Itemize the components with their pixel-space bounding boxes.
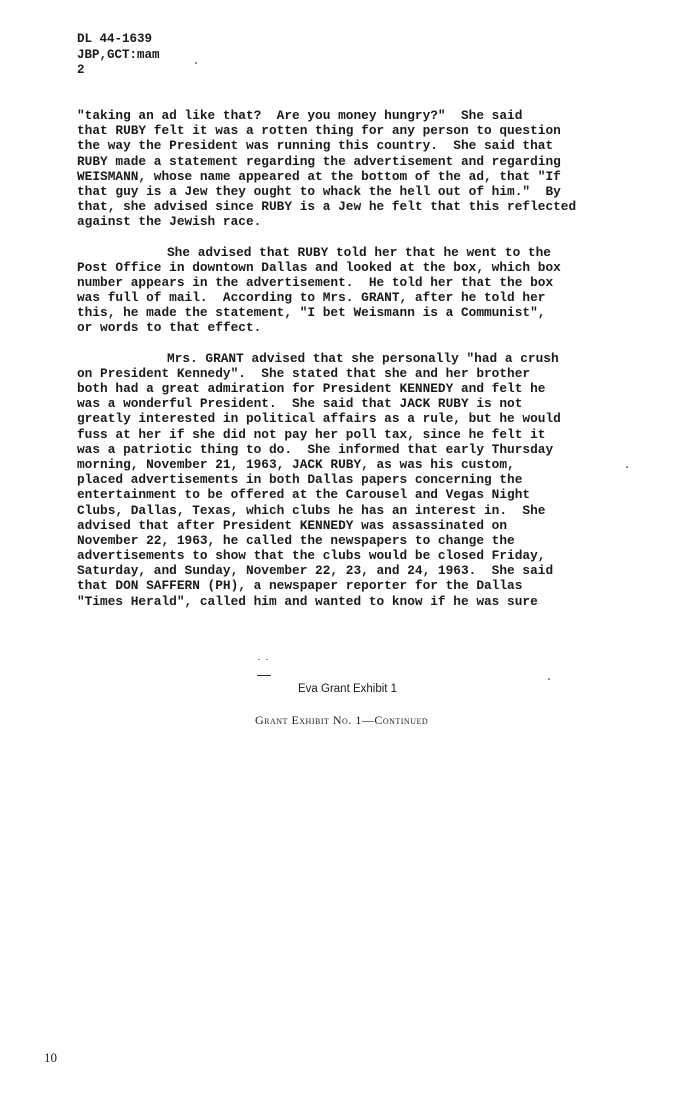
text-line: Saturday, and Sunday, November 22, 23, and 24, 1963. She said: [77, 563, 554, 579]
text-line: morning, November 21, 1963, JACK RUBY, as was his custom,: [77, 456, 515, 472]
text-line: on President Kennedy". She stated that she and her brother: [77, 365, 531, 381]
paragraph-2: [77, 245, 657, 336]
text-line: Post Office in downtown Dallas and looked at the box, which box: [77, 259, 561, 275]
separator-rule: [257, 675, 271, 676]
text-line: that RUBY felt it was a rotten thing for any person to question: [77, 123, 561, 139]
scan-speck: [195, 62, 197, 64]
text-line: Clubs, Dallas, Texas, which clubs he has an interest in. She: [77, 502, 546, 518]
text-line: "taking an ad like that? Are you money hungry?" She said: [77, 108, 523, 123]
file-initials: JBP,GCT:mam: [77, 47, 160, 62]
scan-speck: [626, 466, 628, 468]
text-line: this, he made the statement, "I bet Weismann is a Communist",: [77, 305, 546, 321]
text-line: placed advertisements in both Dallas papers concerning the: [77, 472, 523, 488]
continued-label: Grant Exhibit No. 1—Continued: [255, 713, 429, 727]
exhibit-label: Eva Grant Exhibit 1: [298, 683, 398, 695]
text-line: advertisements to show that the clubs would be closed Friday,: [77, 548, 546, 564]
text-line: that DON SAFFERN (PH), a newspaper reporter for the Dallas: [77, 578, 523, 594]
text-line: fuss at her if she did not pay her poll tax, since he felt it: [77, 426, 546, 442]
text-line: greatly interested in political affairs as a rule, but he would: [77, 411, 561, 427]
file-header: [77, 32, 160, 79]
text-line: was a wonderful President. She said that JACK RUBY is not: [77, 396, 523, 412]
text-line: advised that after President KENNEDY was assassinated on: [77, 517, 508, 533]
text-line: was a patriotic thing to do. She informed that early Thursday: [77, 441, 554, 457]
text-line: "Times Herald", called him and wanted to know if he was sure: [77, 593, 538, 609]
text-line: the way the President was running this country. She said that: [77, 138, 554, 154]
paragraph-1: [77, 108, 657, 230]
text-line: number appears in the advertisement. He told her that the box: [77, 274, 554, 290]
text-line: was full of mail. According to Mrs. GRANT, after he told her: [77, 290, 546, 306]
scan-speck: [266, 659, 268, 660]
text-line: entertainment to be offered at the Carousel and Vegas Night: [77, 487, 531, 503]
text-line: that, she advised since RUBY is a Jew he felt that this reflected: [77, 199, 577, 215]
text-line: November 22, 1963, he called the newspapers to change the: [77, 532, 515, 548]
text-line: both had a great admiration for President KENNEDY and felt he: [77, 381, 546, 396]
text-line: RUBY made a statement regarding the advertisement and regarding: [77, 153, 561, 169]
page-number: 10: [44, 1050, 57, 1065]
text-line: Mrs. GRANT advised that she personally "had a crush: [167, 350, 559, 366]
text-line: She advised that RUBY told her that he went to the: [167, 244, 551, 260]
paragraph-3: [77, 351, 657, 609]
scan-speck: [258, 659, 260, 660]
file-number: DL 44-1639: [77, 32, 153, 46]
text-line: WEISMANN, whose name appeared at the bottom of the ad, that "If: [77, 168, 561, 184]
text-line: or words to that effect.: [77, 320, 262, 336]
header-page-number: 2: [77, 63, 85, 77]
text-line: against the Jewish race.: [77, 214, 262, 230]
scan-speck: [548, 678, 550, 680]
document-body: [77, 108, 657, 609]
text-line: that guy is a Jew they ought to whack the hell out of him." By: [77, 183, 561, 199]
